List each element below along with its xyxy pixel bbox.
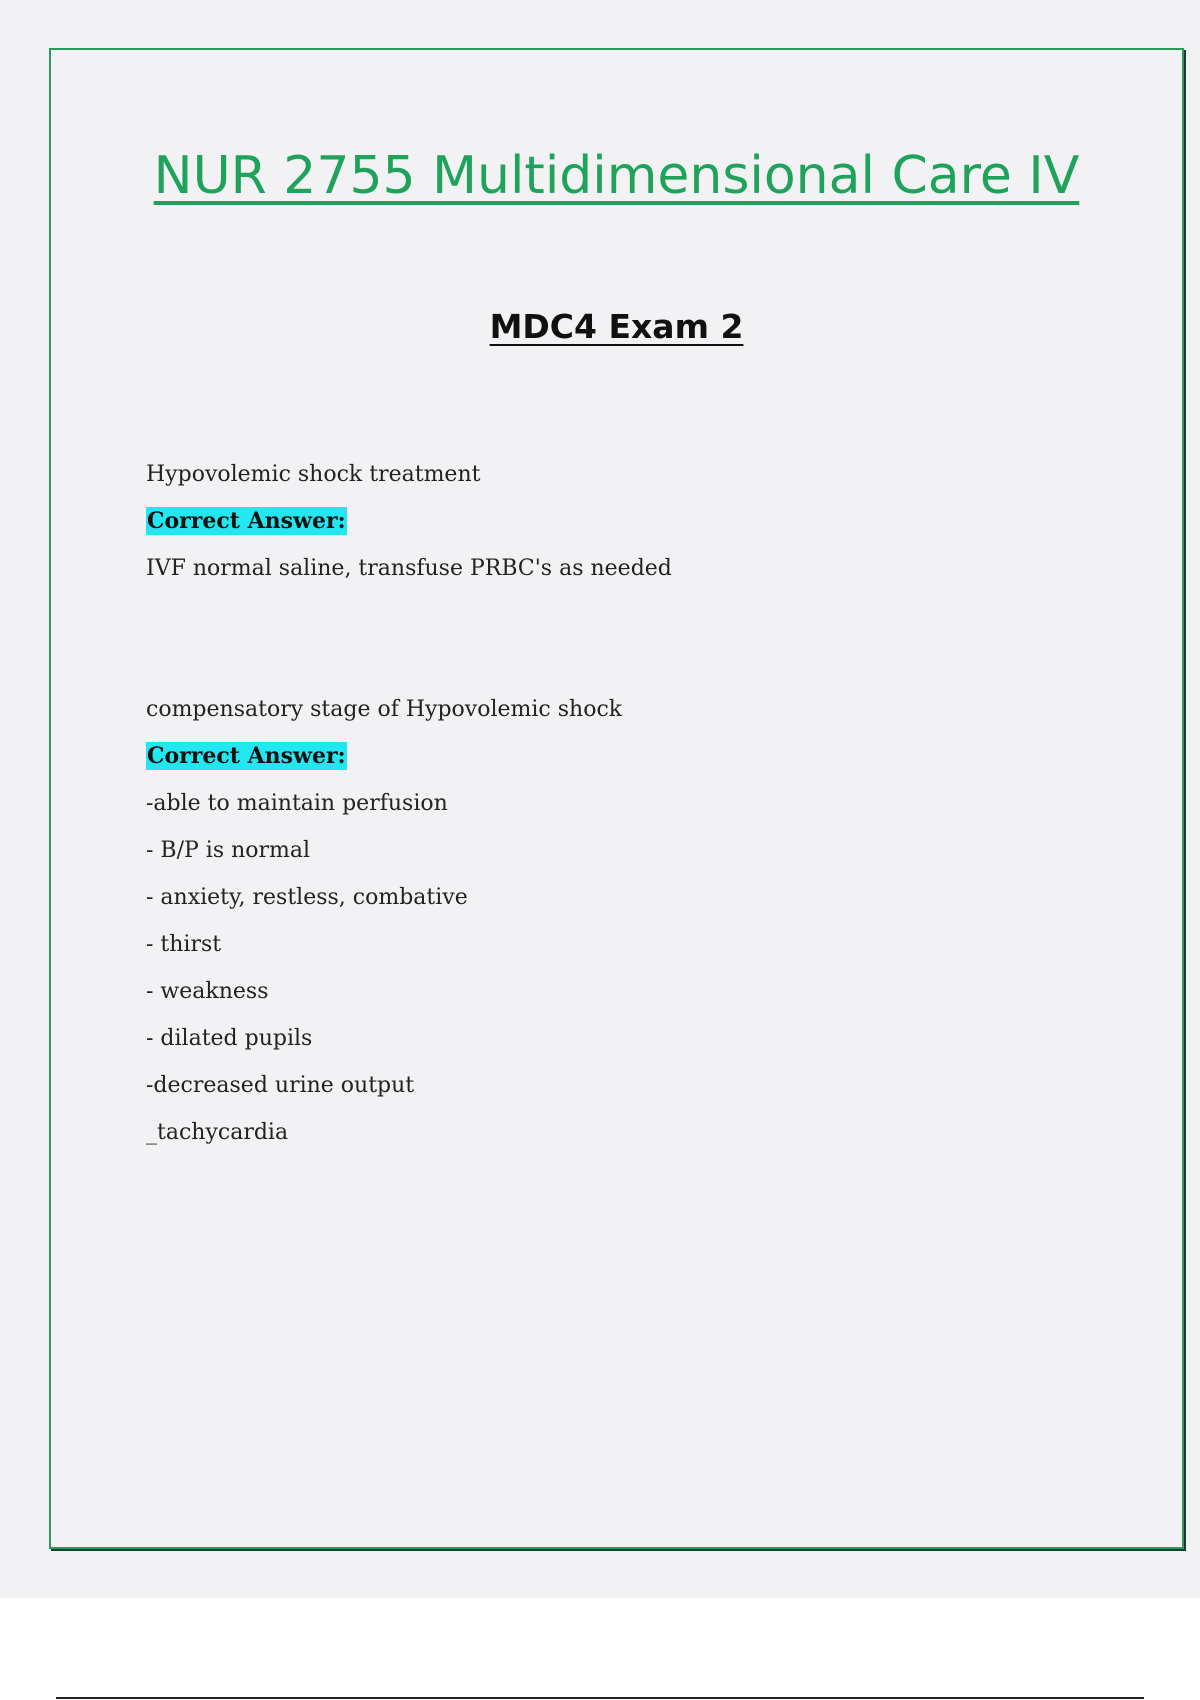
- document-subtitle: MDC4 Exam 2: [489, 307, 744, 346]
- answer-line: - thirst: [146, 932, 222, 957]
- answer-line: - B/P is normal: [146, 838, 311, 863]
- answer-line: - dilated pupils: [146, 1026, 313, 1051]
- question-text: compensatory stage of Hypovolemic shock: [146, 697, 623, 722]
- answer-line: _tachycardia: [146, 1120, 289, 1145]
- footer-divider: [56, 1697, 1144, 1699]
- question-text: Hypovolemic shock treatment: [146, 462, 481, 487]
- answer-line: - weakness: [146, 979, 269, 1004]
- qa-item: [146, 686, 1046, 1156]
- answer-label: Correct Answer:: [147, 743, 346, 769]
- answer-label: Correct Answer:: [147, 508, 346, 534]
- qa-item: [146, 451, 1046, 592]
- answer-label-row: [146, 498, 1046, 545]
- answer-line: - anxiety, restless, combative: [146, 885, 468, 910]
- answer-line: -decreased urine output: [146, 1073, 415, 1098]
- answer-label-row: [146, 733, 1046, 780]
- answer-line: -able to maintain perfusion: [146, 791, 448, 816]
- document-title: NUR 2755 Multidimensional Care IV: [153, 146, 1080, 206]
- answer-line: IVF normal saline, transfuse PRBC's as needed: [146, 556, 672, 581]
